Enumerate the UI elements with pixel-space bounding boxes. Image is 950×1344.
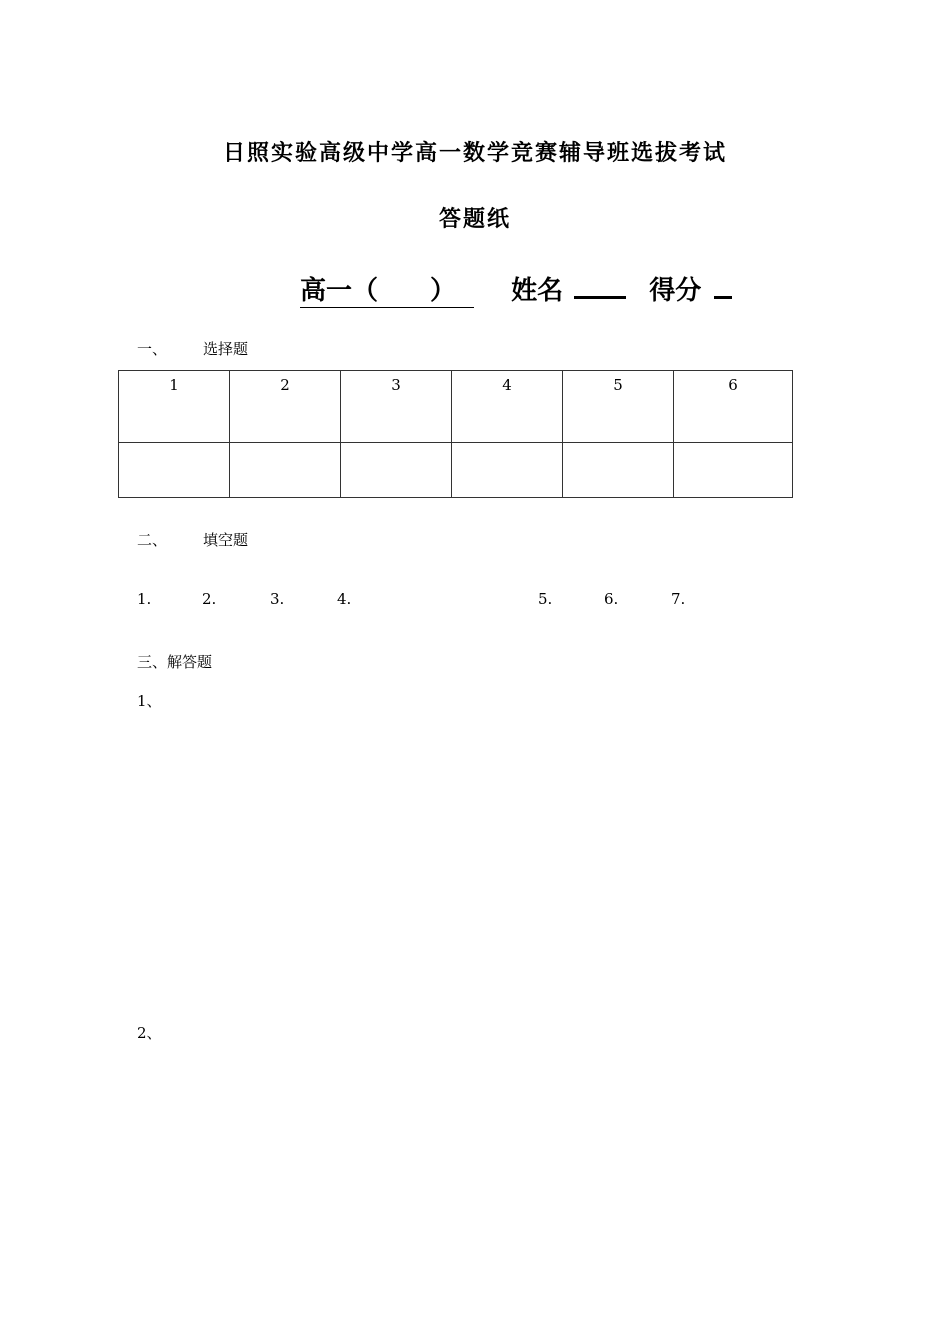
section-fill-number: 二、 [137, 531, 168, 549]
table-header-row [119, 371, 793, 443]
table-header-cell: 6 [674, 371, 793, 443]
section-fill-heading [137, 529, 248, 550]
score-label: 得分 [649, 276, 702, 306]
fill-item: 5. [538, 590, 553, 608]
fill-item: 7. [671, 590, 686, 608]
answer-item-number: 1、 [137, 692, 162, 710]
answer-cell[interactable] [452, 443, 563, 498]
section-fill-label: 填空题 [203, 531, 249, 549]
answer-cell[interactable] [119, 443, 230, 498]
table-header-cell: 5 [563, 371, 674, 443]
fill-item: 6. [604, 590, 619, 608]
answer-cell[interactable] [563, 443, 674, 498]
fill-item: 1. [137, 590, 152, 608]
section-choice-label: 选择题 [203, 340, 249, 358]
choice-answer-table [118, 370, 793, 498]
section-choice-number: 一、 [137, 340, 168, 358]
class-field[interactable]: 高一（ ） [300, 270, 474, 308]
name-blank[interactable] [574, 274, 626, 299]
name-label: 姓名 [511, 276, 564, 306]
fill-item: 4. [337, 590, 352, 608]
table-header-cell: 4 [452, 371, 563, 443]
answer-cell[interactable] [230, 443, 341, 498]
answer-item-number: 2、 [137, 1024, 162, 1042]
table-header-cell: 2 [230, 371, 341, 443]
section-choice-heading [137, 338, 248, 359]
page-subtitle: 答题纸 [438, 206, 511, 232]
answer-cell[interactable] [674, 443, 793, 498]
table-answer-row [119, 443, 793, 498]
student-info-line [300, 270, 732, 308]
answer-cell[interactable] [341, 443, 452, 498]
score-blank[interactable] [714, 274, 732, 299]
table-header-cell: 3 [341, 371, 452, 443]
table-header-cell: 1 [119, 371, 230, 443]
fill-item: 3. [270, 590, 285, 608]
fill-item: 2. [202, 590, 217, 608]
page-title: 日照实验高级中学高一数学竞赛辅导班选拔考试 [222, 140, 727, 166]
section-answer-heading: 三、解答题 [137, 653, 213, 671]
